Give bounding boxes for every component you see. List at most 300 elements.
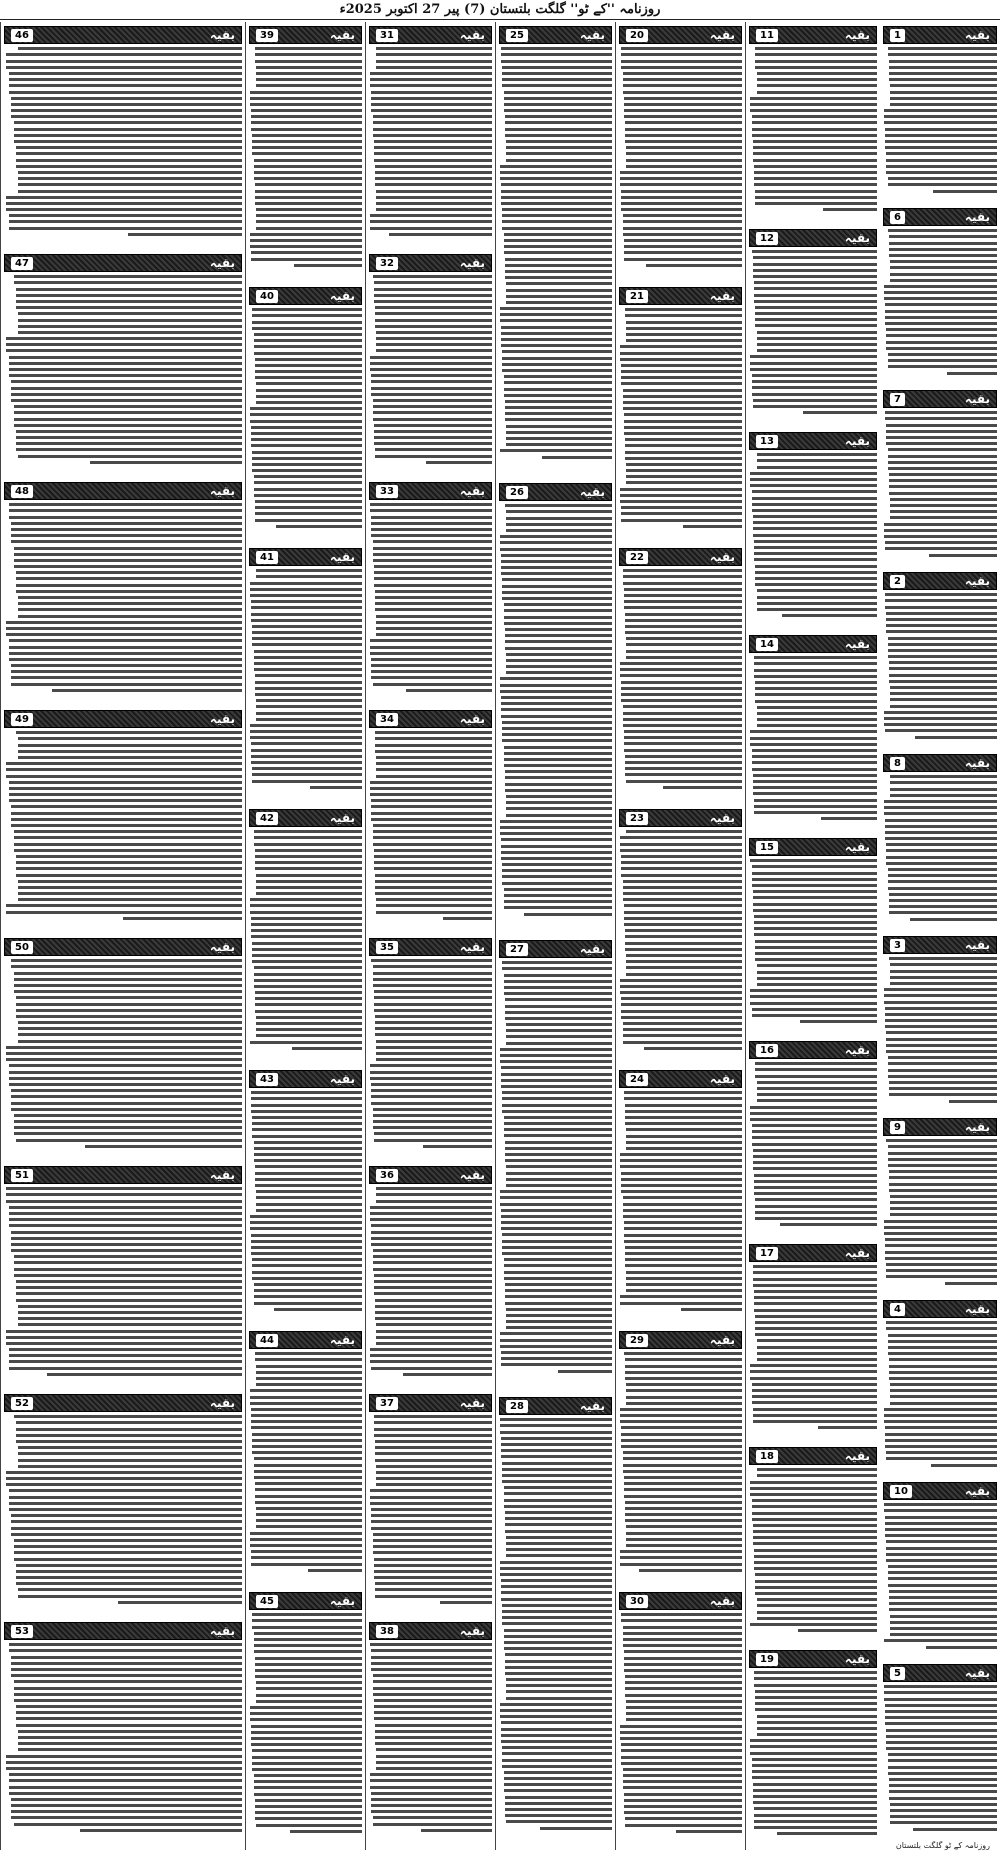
text-line xyxy=(370,1773,492,1776)
text-line xyxy=(752,755,877,758)
text-line xyxy=(6,1761,242,1764)
news-column xyxy=(245,22,365,1850)
text-line xyxy=(252,1122,362,1125)
text-line xyxy=(755,318,877,321)
text-line xyxy=(889,1358,997,1361)
text-line xyxy=(16,731,242,734)
continued-number: 36 xyxy=(376,1169,398,1182)
text-line xyxy=(9,1367,242,1370)
text-line xyxy=(18,750,242,753)
text-line xyxy=(252,1756,362,1759)
text-line xyxy=(890,279,997,282)
text-line xyxy=(624,1234,742,1237)
text-line xyxy=(753,1542,877,1545)
text-line xyxy=(926,1646,997,1649)
continued-label: بقیہ xyxy=(459,712,485,726)
text-line xyxy=(251,923,362,926)
text-line xyxy=(502,1746,612,1749)
text-line xyxy=(506,146,612,149)
text-line xyxy=(888,655,997,658)
text-line xyxy=(625,755,742,758)
text-line xyxy=(18,312,242,315)
text-line xyxy=(886,436,997,439)
text-line xyxy=(889,72,997,75)
text-line xyxy=(256,208,362,211)
continued-notice xyxy=(246,283,365,544)
text-line xyxy=(11,1810,242,1813)
text-line xyxy=(370,1218,492,1221)
text-line xyxy=(620,345,742,348)
continued-badge xyxy=(249,1331,362,1349)
text-line xyxy=(885,1244,997,1247)
text-line xyxy=(754,1192,877,1195)
text-line xyxy=(502,1765,612,1768)
text-line xyxy=(884,523,997,526)
text-line xyxy=(504,894,612,897)
text-line xyxy=(757,1339,877,1342)
text-line xyxy=(16,1705,242,1708)
text-line xyxy=(623,1644,742,1647)
text-line xyxy=(886,1263,997,1266)
text-line xyxy=(750,1364,877,1367)
text-line xyxy=(375,306,492,309)
continued-notice xyxy=(246,544,365,805)
text-line xyxy=(251,1234,362,1237)
text-line xyxy=(18,1305,242,1308)
text-line xyxy=(256,220,362,223)
text-line xyxy=(886,856,997,859)
text-line xyxy=(755,946,877,949)
text-line xyxy=(18,1452,242,1455)
text-line xyxy=(254,966,362,969)
text-line xyxy=(403,1373,492,1376)
text-line xyxy=(18,177,242,180)
text-line xyxy=(754,1549,877,1552)
text-line xyxy=(374,1292,492,1295)
text-line xyxy=(256,84,362,87)
text-line xyxy=(886,862,997,865)
text-line xyxy=(255,506,362,509)
text-line xyxy=(6,1483,242,1486)
text-line xyxy=(889,674,997,677)
text-line xyxy=(252,1433,362,1436)
text-line xyxy=(888,1565,997,1568)
text-line xyxy=(757,1474,877,1477)
text-line xyxy=(9,1649,242,1652)
text-line xyxy=(886,1139,997,1142)
text-line xyxy=(890,1821,997,1824)
continued-number: 44 xyxy=(256,1334,278,1347)
text-line xyxy=(754,1677,877,1680)
article-body-text xyxy=(499,961,612,1372)
text-line xyxy=(375,1027,492,1030)
text-line xyxy=(251,121,362,124)
text-line xyxy=(620,836,742,839)
text-line xyxy=(252,1619,362,1622)
text-line xyxy=(750,1106,877,1109)
text-line xyxy=(375,455,492,458)
text-line xyxy=(620,358,742,361)
text-line xyxy=(252,1762,362,1765)
text-line xyxy=(626,656,742,659)
text-line xyxy=(9,220,242,223)
text-line xyxy=(623,1774,742,1777)
text-line xyxy=(6,1755,242,1758)
text-line xyxy=(501,332,612,335)
text-line xyxy=(9,72,242,75)
continued-notice xyxy=(246,22,365,283)
continued-notice xyxy=(880,932,1000,1114)
text-line xyxy=(255,849,362,852)
text-line xyxy=(254,1638,362,1641)
text-line xyxy=(888,887,997,890)
text-line xyxy=(254,668,362,671)
text-line xyxy=(371,1514,492,1517)
text-line xyxy=(375,1440,492,1443)
text-line xyxy=(885,303,997,306)
text-line xyxy=(502,1480,612,1483)
text-line xyxy=(502,739,612,742)
text-line xyxy=(621,1613,742,1616)
text-line xyxy=(625,121,742,124)
text-line xyxy=(626,637,742,640)
text-line xyxy=(376,621,492,624)
text-line xyxy=(373,1255,492,1258)
text-line xyxy=(890,1803,997,1806)
text-line xyxy=(14,128,242,131)
text-line xyxy=(9,1786,242,1789)
text-line xyxy=(625,761,742,764)
text-line xyxy=(621,196,742,199)
text-line xyxy=(755,571,877,574)
text-line xyxy=(884,115,997,118)
text-line xyxy=(14,1274,242,1277)
text-line xyxy=(626,960,742,963)
text-line xyxy=(14,1699,242,1702)
text-line xyxy=(620,1153,742,1156)
text-line xyxy=(818,1426,877,1429)
text-line xyxy=(625,1824,742,1827)
text-line xyxy=(14,559,242,562)
continued-badge xyxy=(369,482,492,500)
text-line xyxy=(371,676,492,679)
continued-notice xyxy=(366,1618,495,1846)
text-line xyxy=(621,681,742,684)
text-line xyxy=(625,625,742,628)
text-line xyxy=(370,1779,492,1782)
text-line xyxy=(623,1626,742,1629)
text-line xyxy=(890,516,997,519)
text-line xyxy=(623,575,742,578)
text-line xyxy=(376,1046,492,1049)
text-line xyxy=(373,1816,492,1819)
text-line xyxy=(626,1383,742,1386)
text-line xyxy=(506,1690,612,1693)
text-line xyxy=(755,1075,877,1078)
continued-number: 12 xyxy=(756,232,778,245)
text-line xyxy=(886,843,997,846)
text-line xyxy=(252,767,362,770)
text-line xyxy=(255,1003,362,1006)
text-line xyxy=(254,1650,362,1653)
text-line xyxy=(255,60,362,63)
text-line xyxy=(501,1585,612,1588)
text-line xyxy=(256,1022,362,1025)
text-line xyxy=(885,1516,997,1519)
text-line xyxy=(621,66,742,69)
text-line xyxy=(504,1777,612,1780)
text-line xyxy=(502,220,612,223)
text-line xyxy=(625,1358,742,1361)
continued-number: 51 xyxy=(11,1169,33,1182)
text-line xyxy=(18,455,242,458)
text-line xyxy=(757,1352,877,1355)
text-line xyxy=(254,843,362,846)
continued-badge xyxy=(369,1622,492,1640)
continued-label: بقیہ xyxy=(209,1396,235,1410)
text-line xyxy=(504,239,612,242)
text-line xyxy=(11,683,242,686)
text-line xyxy=(14,411,242,414)
text-line xyxy=(373,965,492,968)
text-line xyxy=(889,492,997,495)
text-line xyxy=(752,1008,877,1011)
text-line xyxy=(752,1764,877,1767)
text-line xyxy=(505,1796,612,1799)
text-line xyxy=(888,1069,997,1072)
text-line xyxy=(504,1783,612,1786)
text-line xyxy=(18,1595,242,1598)
text-line xyxy=(370,793,492,796)
text-line xyxy=(501,1598,612,1601)
continued-number: 8 xyxy=(890,757,905,770)
text-line xyxy=(755,47,877,50)
text-line xyxy=(500,684,612,687)
text-line xyxy=(624,730,742,733)
text-line xyxy=(676,1830,742,1833)
text-line xyxy=(16,442,242,445)
text-line xyxy=(502,967,612,970)
article-body-text xyxy=(369,1187,492,1376)
text-line xyxy=(505,1672,612,1675)
text-line xyxy=(752,1776,877,1779)
text-line xyxy=(251,1426,362,1429)
text-line xyxy=(624,1495,742,1498)
text-line xyxy=(254,481,362,484)
text-line xyxy=(754,300,877,303)
text-line xyxy=(681,1308,743,1311)
text-line xyxy=(371,1656,492,1659)
text-line xyxy=(371,1508,492,1511)
text-line xyxy=(890,1809,997,1812)
continued-label: بقیہ xyxy=(329,289,355,303)
text-line xyxy=(501,1740,612,1743)
text-line xyxy=(757,78,877,81)
text-line xyxy=(371,109,492,112)
text-line xyxy=(375,596,492,599)
text-line xyxy=(754,1807,877,1810)
text-line xyxy=(504,974,612,977)
continued-badge xyxy=(619,26,742,44)
text-line xyxy=(624,911,742,914)
text-line xyxy=(754,669,877,672)
text-line xyxy=(500,535,612,538)
text-line xyxy=(14,1558,242,1561)
text-line xyxy=(373,1680,492,1683)
text-line xyxy=(14,984,242,987)
continued-notice xyxy=(746,1037,880,1240)
continued-label: بقیہ xyxy=(844,231,870,245)
continued-number: 24 xyxy=(626,1073,648,1086)
text-line xyxy=(256,1034,362,1037)
text-line xyxy=(754,171,877,174)
text-line xyxy=(752,1014,877,1017)
text-line xyxy=(506,1314,612,1317)
text-line xyxy=(16,1582,242,1585)
text-line xyxy=(752,386,877,389)
text-line xyxy=(506,1308,612,1311)
text-line xyxy=(16,1570,242,1573)
text-line xyxy=(504,980,612,983)
text-line xyxy=(9,1224,242,1227)
text-line xyxy=(376,1193,492,1196)
text-line xyxy=(504,900,612,903)
text-line xyxy=(821,817,877,820)
text-line xyxy=(374,1717,492,1720)
text-line xyxy=(502,214,612,217)
text-line xyxy=(371,1668,492,1671)
text-line xyxy=(500,1196,612,1199)
text-line xyxy=(890,97,997,100)
text-line xyxy=(886,430,997,433)
text-line xyxy=(888,1584,997,1587)
text-line xyxy=(752,878,877,881)
text-line xyxy=(254,662,362,665)
text-line xyxy=(752,497,877,500)
text-line xyxy=(11,387,242,390)
text-line xyxy=(11,824,242,827)
text-line xyxy=(750,97,877,100)
text-line xyxy=(252,1451,362,1454)
text-line xyxy=(890,1201,997,1204)
text-line xyxy=(16,1564,242,1567)
text-line xyxy=(888,461,997,464)
text-line xyxy=(623,1780,742,1783)
text-line xyxy=(624,420,742,423)
text-line xyxy=(625,1122,742,1125)
continued-notice xyxy=(746,1443,880,1646)
text-line xyxy=(375,1446,492,1449)
text-line xyxy=(250,407,362,410)
text-line xyxy=(623,1632,742,1635)
continued-label: بقیہ xyxy=(709,28,735,42)
continued-notice xyxy=(246,805,365,1066)
text-line xyxy=(250,736,362,739)
text-line xyxy=(625,1513,742,1516)
text-line xyxy=(752,374,877,377)
text-line xyxy=(440,1601,492,1604)
text-line xyxy=(11,1089,242,1092)
text-line xyxy=(626,463,742,466)
text-line xyxy=(501,1079,612,1082)
text-line xyxy=(506,431,612,434)
text-line xyxy=(370,227,492,230)
text-line xyxy=(623,78,742,81)
text-line xyxy=(623,582,742,585)
text-line xyxy=(624,239,742,242)
news-column xyxy=(745,22,880,1850)
text-line xyxy=(754,287,877,290)
text-line xyxy=(256,1525,362,1528)
text-line xyxy=(376,1483,492,1486)
text-line xyxy=(9,374,242,377)
text-line xyxy=(251,742,362,745)
text-line xyxy=(890,1633,997,1636)
text-line xyxy=(945,1282,997,1285)
text-line xyxy=(252,463,362,466)
text-line xyxy=(252,1116,362,1119)
text-line xyxy=(750,1481,877,1484)
text-line xyxy=(753,263,877,266)
text-line xyxy=(750,1487,877,1490)
text-line xyxy=(624,426,742,429)
text-line xyxy=(625,134,742,137)
text-line xyxy=(890,775,997,778)
text-line xyxy=(376,1040,492,1043)
text-line xyxy=(6,633,242,636)
text-line xyxy=(626,1147,742,1150)
text-line xyxy=(16,1280,242,1283)
text-line xyxy=(524,913,612,916)
continued-notice xyxy=(880,568,1000,750)
text-line xyxy=(890,1615,997,1618)
text-line xyxy=(754,1186,877,1189)
text-line xyxy=(11,1249,242,1252)
continued-number: 29 xyxy=(626,1334,648,1347)
text-line xyxy=(753,527,877,530)
text-line xyxy=(11,528,242,531)
text-line xyxy=(14,134,242,137)
continued-number: 42 xyxy=(256,812,278,825)
text-line xyxy=(890,84,997,87)
article-body-text xyxy=(249,569,362,789)
text-line xyxy=(250,1227,362,1230)
news-column xyxy=(615,22,745,1850)
text-line xyxy=(929,554,997,557)
continued-number: 17 xyxy=(756,1247,778,1260)
text-line xyxy=(625,948,742,951)
text-line xyxy=(886,165,997,168)
text-line xyxy=(501,1357,612,1360)
text-line xyxy=(90,461,242,464)
continued-number: 21 xyxy=(626,290,648,303)
text-line xyxy=(252,321,362,324)
continued-number: 5 xyxy=(890,1667,905,1680)
text-line xyxy=(376,762,492,765)
text-line xyxy=(625,1694,742,1697)
text-line xyxy=(251,426,362,429)
text-line xyxy=(757,1346,877,1349)
text-line xyxy=(889,1790,997,1793)
text-line xyxy=(624,917,742,920)
text-line xyxy=(506,289,612,292)
continued-badge xyxy=(499,940,612,958)
text-line xyxy=(753,1149,877,1152)
text-line xyxy=(752,121,877,124)
text-line xyxy=(255,1178,362,1181)
text-line xyxy=(621,1184,742,1187)
text-line xyxy=(753,909,877,912)
